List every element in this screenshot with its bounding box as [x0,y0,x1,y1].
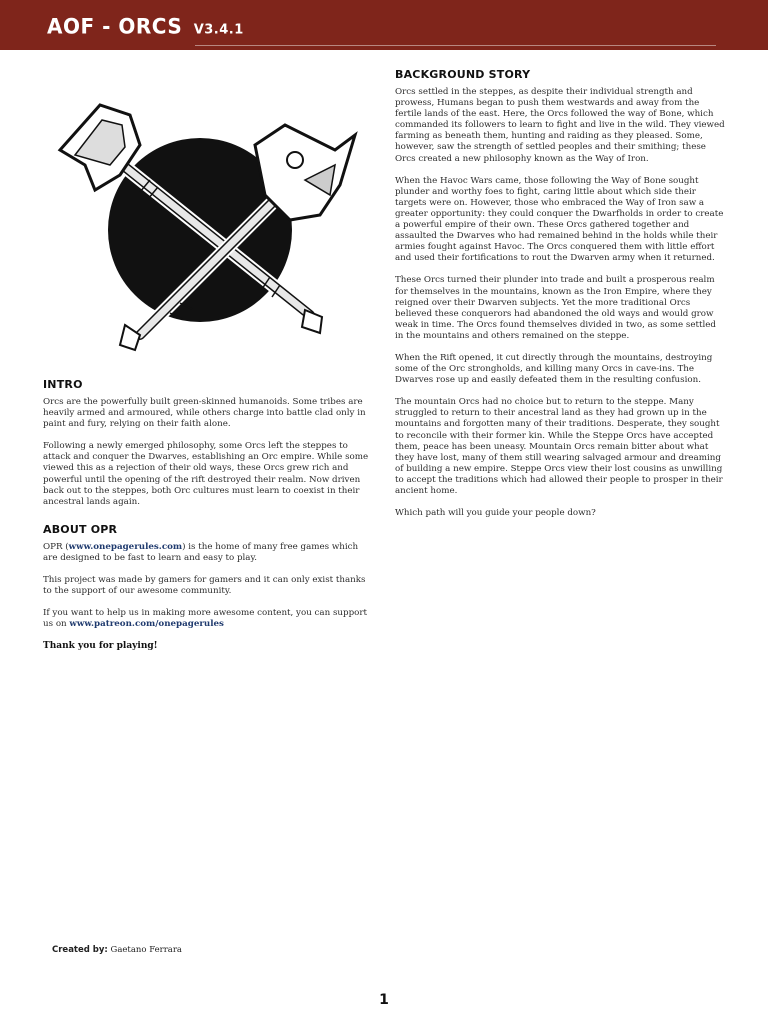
about-opr-heading: ABOUT OPR [43,522,118,536]
story-paragraph: The mountain Orcs had no choice but to return to the steppe. Many struggled to return to their ancestral land as they had grown up in the mountains and forgotten many of their traditions. Desperate, they sought to reconcile with their former kin. While the Steppe Orcs have accepted them, peace has been uneasy. Mountain Orcs remain bitter about what they have lost, many of them still wearing salvaged armour and dreaming of building a new empire. Steppe Orcs view their lost cousins as unwilling to accept the traditions which had allowed their people to prosper in their ancient home. [395,397,723,496]
intro-paragraph: Following a newly emerged philosophy, some Orcs left the steppes to attack and conquer the Dwarves, establishing an Orc empire. While some viewed this as a rejection of their old ways, these Orcs grew rich and powerful until the opening of the rift destroyed their realm. Now driven back out to the steppes, both Orc cultures must learn to coexist in their ancestral lands again. [43,441,369,507]
background-story-heading: BACKGROUND STORY [395,68,531,81]
patreon-link[interactable]: www.patreon.com/onepagerules [69,619,224,630]
thanks-line: Thank you for playing! [43,641,158,652]
document-title [47,13,244,38]
onepagerules-link[interactable]: www.onepagerules.com [68,541,183,552]
page-number: 1 [379,992,389,1008]
credits-label: Created by: [52,945,108,955]
story-paragraph: These Orcs turned their plunder into trade and built a prosperous realm for themselves in the mountains, known as the Iron Empire, where they reigned over their Dwarven subjects. Yet the more traditional Orcs believed these conquerors had abandoned the old ways and would grow weak in time. The Orcs found themselves divided in two, as some settled in the mountains and others remained on the steppe. [395,275,716,341]
version-label: V3.4.1 [193,21,244,38]
title-text: AOF - ORCS [47,13,183,39]
story-paragraph: Which path will you guide your people down? [395,508,596,519]
header-divider [195,45,716,46]
right-column [395,68,727,530]
page-header [0,0,768,50]
about-paragraph: This project was made by gamers for gamers and it can only exist thanks to the support of our awesome community. [43,575,366,597]
story-paragraph: Orcs settled in the steppes, as despite their individual strength and prowess, Humans began to push them westwards and away from the fertile lands of the east. Here, the Orcs followed the way of Bone, which commanded its followers to learn to fight and live in the wild. They viewed farming as beneath them, hunting and raiding as they pleased. Some, however, saw the strength of settled peoples and their smithing; these Orcs created a new philosophy known as the Way of Iron. [395,87,725,164]
about-paragraph: If you want to help us in making more awesome content, you can support us on www.patreon.com/onepagerules [43,608,368,630]
intro-heading: INTRO [43,378,83,391]
author-name: Gaetano Ferrara [110,945,182,955]
left-column [43,378,375,664]
intro-paragraph: Orcs are the powerfully built green-skinned humanoids. Some tribes are heavily armed and armoured, while others charge into battle clad only in paint and fury, relying on their faith alone. [43,397,366,430]
about-paragraph: OPR (www.onepagerules.com) is the home of many free games which are designed to be fast to learn and easy to play. [43,541,359,563]
crossed-axes-emblem-illustration [40,95,370,365]
credits-line [52,945,182,955]
story-paragraph: When the Rift opened, it cut directly through the mountains, destroying some of the Orc strongholds, and killing many Orcs in cave-ins. The Dwarves rose up and easily defeated them in the resulting confusion. [395,352,713,386]
story-paragraph: When the Havoc Wars came, those following the Way of Bone sought plunder and worthy foes to fight, caring little about which side their targets were on. However, those who embraced the Way of Iron saw a greater opportunity: they could conquer the Dwarfholds in order to create a powerful empire of their own. These Orcs gathered together and assaulted the Dwarves who had remained behind in the holds while their armies fought against Havoc. The Orcs conquered them with little effort and used their fortifications to rout the Dwarven army when it returned. [395,175,724,264]
